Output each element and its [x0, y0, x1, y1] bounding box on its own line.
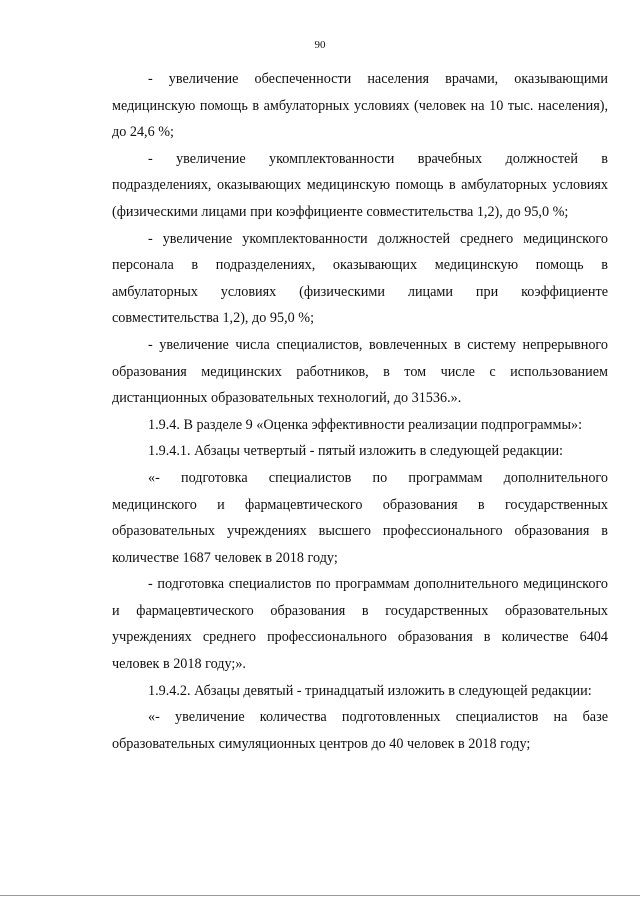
page-number: 90 [314, 39, 326, 51]
paragraph-doctor-availability: - увеличение обеспеченности населения врачами, оказывающими медицинскую помощь в амбулаторных условиях (человек на 10 тыс. населения), до 24,6 %; [112, 71, 608, 141]
footer-rule [0, 895, 640, 896]
paragraph-secondary-education-training: - подготовка специалистов по программам дополнительного медицинского и фармацевтического образования в государственных образовательных учреждениях среднего профессионального образования в количестве 6404 человек в 2018 году;». [112, 576, 608, 673]
paragraph-doctor-staffing: - увеличение укомплектованности врачебных должностей в подразделениях, оказывающих медицинскую помощь в амбулаторных условиях (физическими лицами при коэффициенте совместительства 1,2), до 95,0 %; [112, 150, 608, 220]
paragraph-section-9-heading: 1.9.4. В разделе 9 «Оценка эффективности реализации подпрограммы»: [148, 416, 583, 433]
document-body [112, 66, 608, 757]
paragraph-clause-1-9-4-1: 1.9.4.1. Абзацы четвертый - пятый изложить в следующей редакции: [148, 443, 563, 460]
paragraph-higher-education-training: «- подготовка специалистов по программам дополнительного медицинского и фармацевтического образования в государственных образовательных учреждениях высшего профессионального образования в количестве 1687 человек в 2018 году; [112, 469, 608, 566]
paragraph-simulation-centers: «- увеличение количества подготовленных специалистов на базе образовательных симуляционных центров до 40 человек в 2018 году; [112, 709, 608, 752]
paragraph-continuing-education: - увеличение числа специалистов, вовлеченных в систему непрерывного образования медицинских работников, в том числе с использованием дистанционных образовательных технологий, до 31536.». [112, 336, 608, 407]
paragraph-nurse-staffing: - увеличение укомплектованности должностей среднего медицинского персонала в подразделениях, оказывающих медицинскую помощь в амбулаторных условиях (физическими лицами при коэффициенте совместительства 1,2), до 95,0 %; [112, 230, 608, 327]
paragraph-clause-1-9-4-2: 1.9.4.2. Абзацы девятый - тринадцатый изложить в следующей редакции: [148, 682, 592, 699]
